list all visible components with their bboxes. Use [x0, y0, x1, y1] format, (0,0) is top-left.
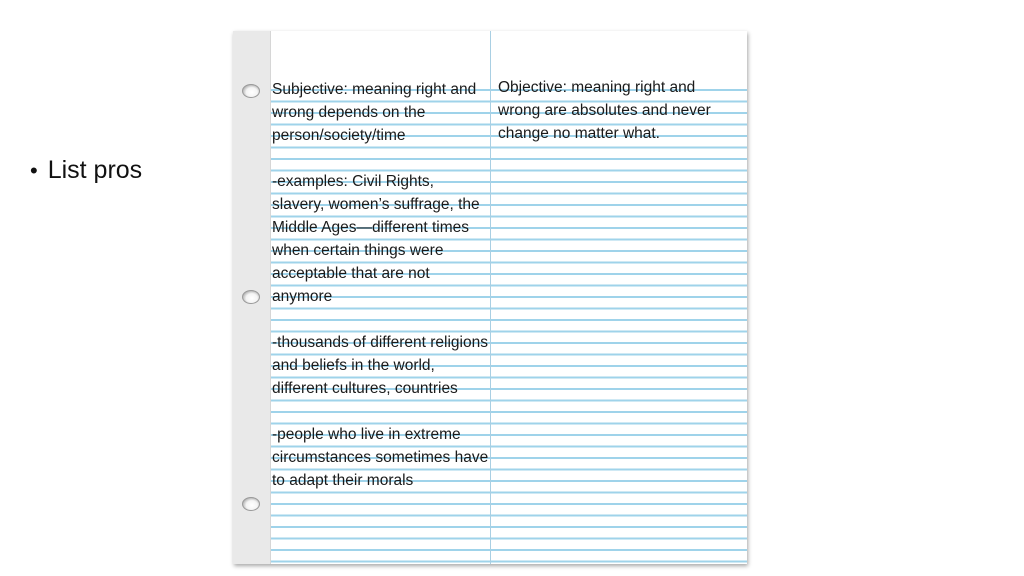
subjective-definition: Subjective: meaning right and wrong depends on the person/society/time: [272, 81, 477, 144]
objective-definition: Objective: meaning right and wrong are absolutes and never change no matter what.: [498, 79, 711, 142]
objective-column: [498, 76, 738, 145]
bullet-dot-icon: •: [30, 157, 38, 183]
subjective-example-religions: -thousands of different religions and beliefs in the world, different cultures, countries: [272, 334, 488, 397]
binder-hole-icon: [242, 84, 260, 98]
subjective-example-history: -examples: Civil Rights, slavery, women’s suffrage, the Middle Ages—different times when certain things were acceptable that are not anymore: [272, 173, 480, 305]
binder-hole-icon: [242, 290, 260, 304]
bullet-text: List pros: [47, 156, 143, 184]
notebook-paper-image: [233, 31, 747, 564]
bullet-item: [30, 156, 142, 185]
binder-hole-icon: [242, 497, 260, 511]
subjective-column: [272, 78, 490, 492]
column-divider-line: [490, 31, 491, 564]
subjective-example-circumstances: -people who live in extreme circumstances sometimes have to adapt their morals: [272, 426, 489, 489]
